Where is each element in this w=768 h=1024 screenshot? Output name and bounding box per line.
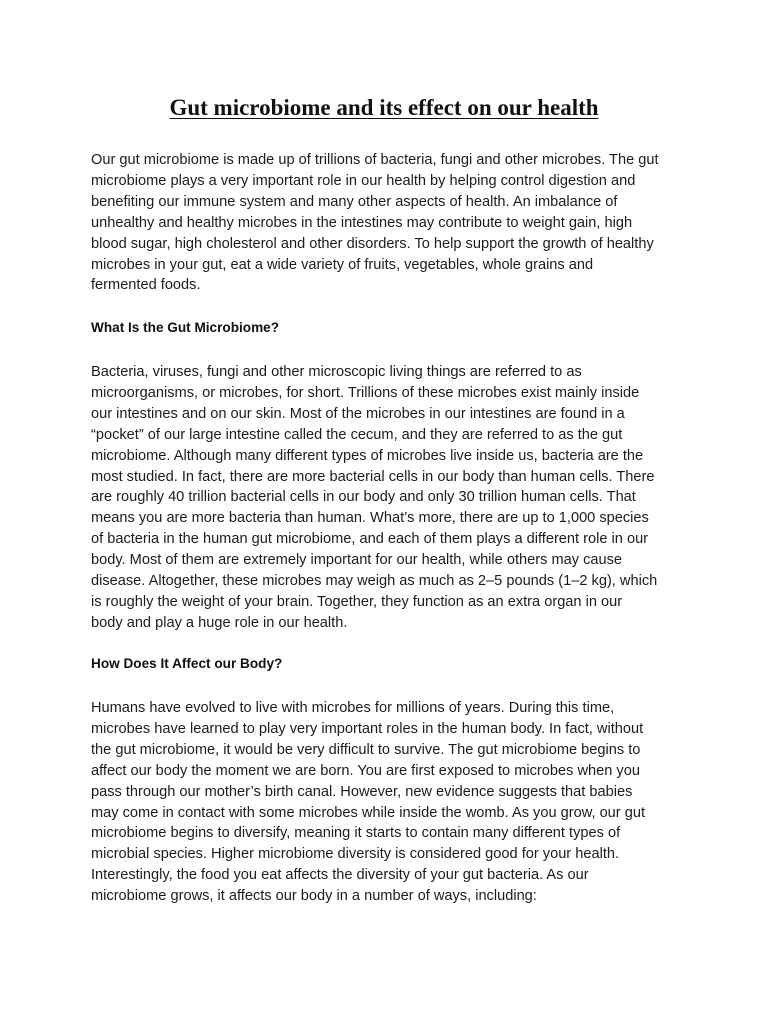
text-line: microbes have learned to play very important roles in the human body. In fact, without — [91, 720, 644, 737]
text-line: our intestines and on our skin. Most of the microbes in our intestines are found in a — [91, 405, 625, 422]
text-line: Our gut microbiome is made up of trillions of bacteria, fungi and other microbes. The gut — [91, 152, 659, 168]
text-line: most studied. In fact, there are more bacterial cells in our body than human cells. There — [91, 468, 655, 485]
text-line: microorganisms, or microbes, for short. Trillions of these microbes exist mainly inside — [91, 384, 640, 401]
text-line: of bacteria in the human gut microbiome, and each of them plays a different role in our — [91, 531, 649, 548]
text-line: is roughly the weight of your brain. Together, they function as an extra organ in our — [91, 593, 623, 610]
text-line: pass through our mother’s birth canal. However, new evidence suggests that babies — [91, 783, 633, 800]
text-line: Interestingly, the food you eat affects the diversity of your gut bacteria. As our — [91, 867, 589, 884]
section-heading-what-is: What Is the Gut Microbiome? — [91, 320, 280, 335]
text-line: body and play a huge role in our health. — [91, 614, 348, 631]
text-line: microbiome. Although many different types of microbes live inside us, bacteria are the — [91, 447, 644, 464]
section-paragraph-how-affect — [91, 698, 691, 907]
text-line: unhealthy and healthy microbes in the intestines may contribute to weight gain, high — [91, 214, 633, 231]
intro-paragraph — [91, 150, 691, 296]
text-line: fermented foods. — [91, 277, 201, 294]
section-paragraph-what-is — [91, 362, 691, 634]
text-line: the gut microbiome, it would be very difficult to survive. The gut microbiome begins to — [91, 741, 641, 758]
text-line: Bacteria, viruses, fungi and other microscopic living things are referred to as — [91, 364, 582, 380]
text-line: may come in contact with some microbes while inside the womb. As you grow, our gut — [91, 804, 645, 821]
text-line: “pocket” of our large intestine called the cecum, and they are referred to as the gut — [91, 426, 623, 443]
text-line: microbiome plays a very important role in our health by helping control digestion and — [91, 172, 636, 189]
text-line: Humans have evolved to live with microbes for millions of years. During this time, — [91, 700, 615, 716]
text-line: blood sugar, high cholesterol and other disorders. To help support the growth of healthy — [91, 235, 654, 252]
text-line: means you are more bacteria than human. What’s more, there are up to 1,000 species — [91, 510, 649, 527]
text-line: microbes in your gut, eat a wide variety of fruits, vegetables, whole grains and — [91, 256, 594, 273]
text-line: disease. Altogether, these microbes may weigh as much as 2–5 pounds (1–2 kg), which — [91, 573, 658, 590]
page-title: Gut microbiome and its effect on our health — [169, 95, 599, 120]
text-line: microbiome begins to diversify, meaning it starts to contain many different types of — [91, 825, 621, 842]
text-line: microbial species. Higher microbiome diversity is considered good for your health. — [91, 846, 620, 863]
text-line: affect our body the moment we are born. You are first exposed to microbes when you — [91, 762, 640, 779]
text-line: microbiome grows, it affects our body in a number of ways, including: — [91, 888, 537, 905]
text-line: body. Most of them are extremely important for our health, while others may cause — [91, 552, 623, 569]
text-line: benefiting our immune system and many other aspects of health. An imbalance of — [91, 193, 618, 210]
section-heading-how-affect: How Does It Affect our Body? — [91, 656, 283, 671]
text-line: are roughly 40 trillion bacterial cells in our body and only 30 trillion human cells. That — [91, 489, 636, 506]
